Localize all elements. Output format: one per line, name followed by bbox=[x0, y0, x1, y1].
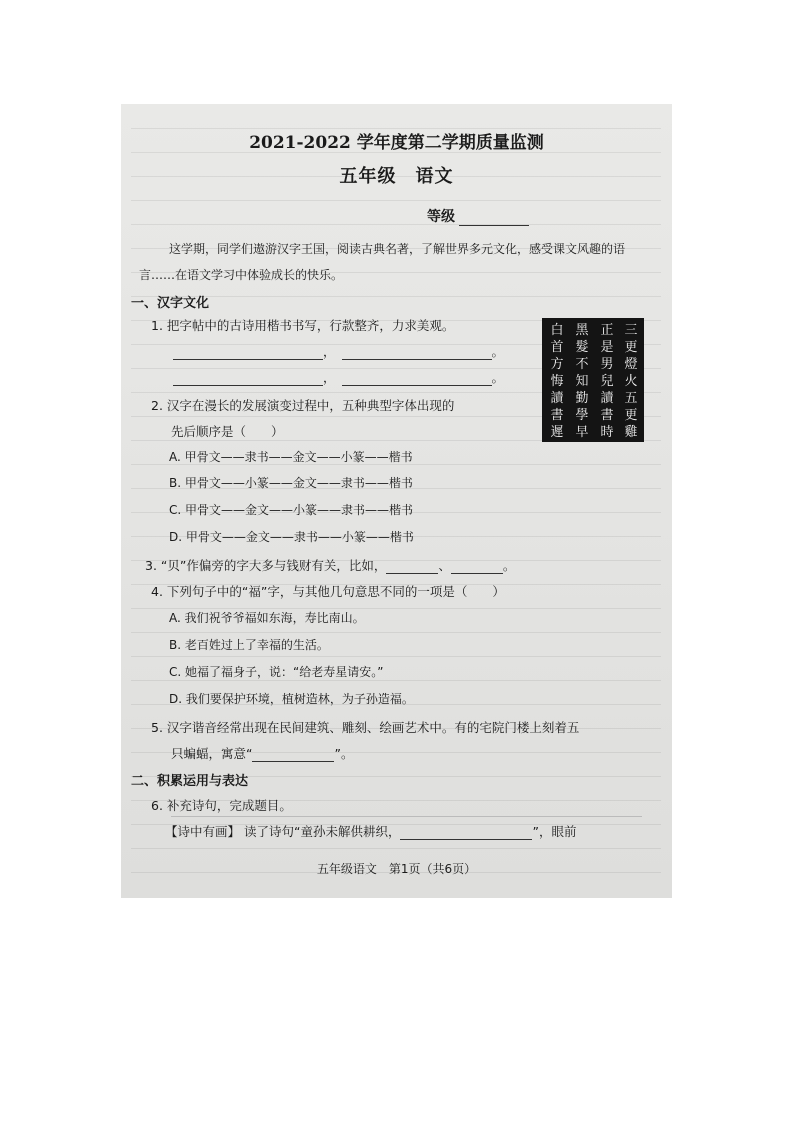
question-3: 3. “贝”作偏旁的字大多与钱财有关，比如， 、 。 bbox=[145, 558, 516, 573]
answer-blank[interactable] bbox=[451, 561, 503, 574]
question-6: 6. 补充诗句，完成题目。 bbox=[151, 798, 292, 813]
answer-blank[interactable] bbox=[342, 347, 492, 360]
calligraphy-column: 正是男兒讀書時 bbox=[600, 323, 614, 440]
exam-paper bbox=[121, 104, 672, 898]
page-footer: 五年级语文 第1页（共6页） bbox=[316, 862, 477, 876]
section-heading-1: 一、汉字文化 bbox=[131, 296, 210, 311]
q4-option-d[interactable]: D. 我们要保护环境，植树造林，为子孙造福。 bbox=[169, 692, 414, 706]
answer-blank[interactable] bbox=[386, 561, 438, 574]
page-title: 2021-2022 学年度第二学期质量监测 bbox=[249, 133, 544, 153]
intro-paragraph: 这学期，同学们遨游汉字王国，阅读古典名著，了解世界多元文化，感受课文风趣的语言……在语文学习中体验成长的快乐。 bbox=[139, 242, 626, 282]
q2-option-b[interactable]: B. 甲骨文——小篆——金文——隶书——楷书 bbox=[169, 476, 413, 490]
calligraphy-column: 白首方悔讀書遲 bbox=[550, 323, 564, 440]
question-4: 4. 下列句子中的“福”字，与其他几句意思不同的一项是（ ） bbox=[151, 584, 505, 599]
q4-option-a[interactable]: A. 我们祝爷爷福如东海，寿比南山。 bbox=[169, 611, 365, 625]
q1-line-2: ， 。 bbox=[173, 368, 504, 386]
grade-blank[interactable] bbox=[459, 211, 529, 226]
answer-blank[interactable] bbox=[252, 749, 334, 762]
calligraphy-column: 黑髮不知勤學早 bbox=[575, 323, 589, 440]
question-6-poem: 【诗中有画】 读了诗句“童孙未解供耕织， ”，眼前 bbox=[165, 824, 577, 839]
question-5: 5. 汉字谐音经常出现在民间建筑、雕刻、绘画艺术中。有的宅院门楼上刻着五 bbox=[151, 720, 580, 735]
q2-option-c[interactable]: C. 甲骨文——金文——小篆——隶书——楷书 bbox=[169, 503, 414, 517]
q1-line-1: ， 。 bbox=[173, 342, 504, 360]
answer-blank[interactable] bbox=[400, 827, 532, 840]
answer-blank[interactable] bbox=[173, 347, 323, 360]
question-5-cont: 只蝙蝠，寓意“ ”。 bbox=[171, 746, 354, 761]
q2-option-a[interactable]: A. 甲骨文——隶书——金文——小篆——楷书 bbox=[169, 450, 413, 464]
calligraphy-column: 三更燈火五更雞 bbox=[624, 323, 638, 440]
q2-option-d[interactable]: D. 甲骨文——金文——隶书——小篆——楷书 bbox=[169, 530, 414, 544]
question-2: 2. 汉字在漫长的发展演变过程中，五种典型字体出现的 bbox=[151, 398, 455, 413]
question-2-cont: 先后顺序是（ ） bbox=[171, 424, 284, 439]
divider bbox=[171, 816, 642, 817]
calligraphy-copybook bbox=[542, 318, 644, 442]
section-heading-2: 二、积累运用与表达 bbox=[131, 774, 249, 789]
answer-blank[interactable] bbox=[342, 373, 492, 386]
page-subtitle: 五年级 语文 bbox=[339, 166, 454, 187]
answer-blank[interactable] bbox=[173, 373, 323, 386]
q6-tag: 【诗中有画】 bbox=[165, 824, 241, 839]
grade-label: 等级 bbox=[427, 209, 455, 225]
q4-option-c[interactable]: C. 她福了福身子，说：“给老寿星请安。” bbox=[169, 665, 384, 679]
question-1: 1. 把字帖中的古诗用楷书书写，行款整齐，力求美观。 bbox=[151, 318, 455, 333]
grade-field bbox=[427, 206, 529, 226]
q4-option-b[interactable]: B. 老百姓过上了幸福的生活。 bbox=[169, 638, 329, 652]
